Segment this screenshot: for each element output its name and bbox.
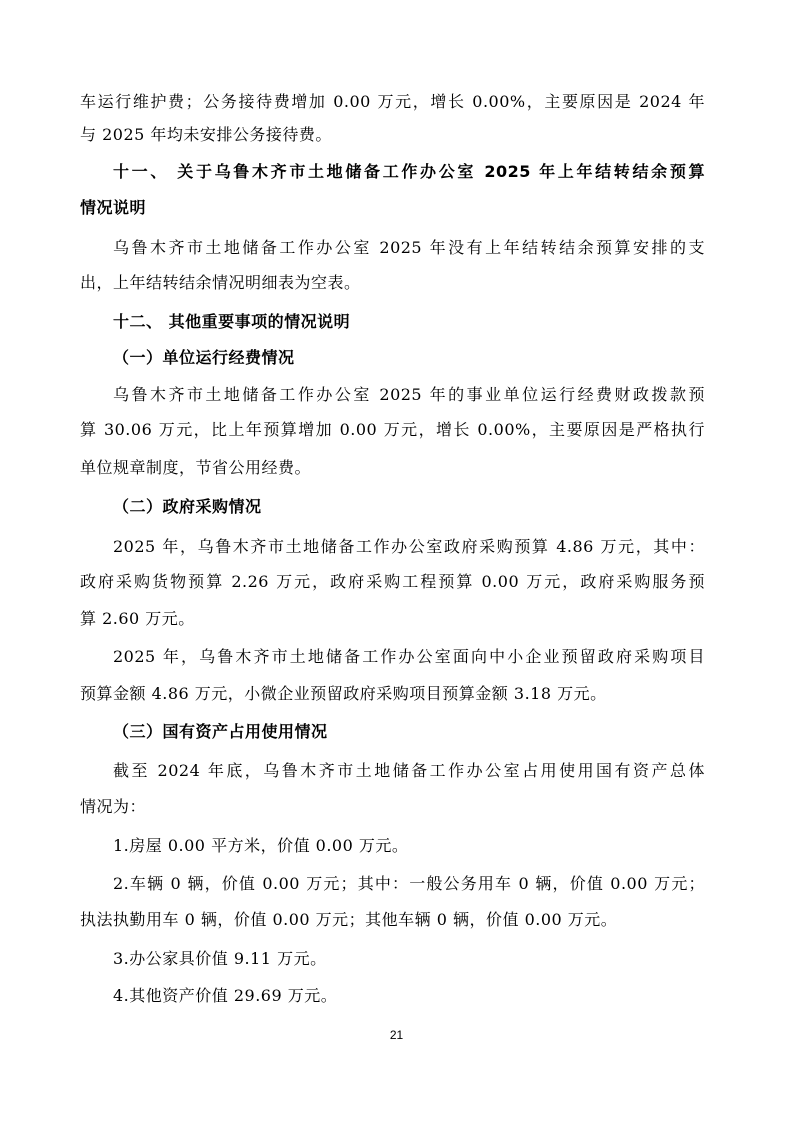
paragraph-line: 预算金额 4.86 万元，小微企业预留政府采购项目预算金额 3.18 万元。 (80, 684, 607, 703)
section-heading-12: 十二、 其他重要事项的情况说明 (113, 312, 351, 331)
list-item: 3.办公家具价值 9.11 万元。 (113, 949, 327, 968)
paragraph-line: 单位规章制度，节省公用经费。 (80, 458, 312, 477)
paragraph-line: 截至 2024 年底，乌鲁木齐市土地储备工作办公室占用使用国有资产总体 (113, 761, 705, 780)
section-heading-11: 十一、 关于乌鲁木齐市土地储备工作办公室 2025 年上年结转结余预算 (113, 162, 705, 181)
subsection-heading-1: （一）单位运行经费情况 (113, 348, 295, 367)
list-item-cont: 执法执勤用车 0 辆，价值 0.00 万元；其他车辆 0 辆，价值 0.00 万元。 (80, 910, 618, 929)
paragraph-line: 乌鲁木齐市土地储备工作办公室 2025 年的事业单位运行经费财政拨款预 (113, 385, 705, 404)
paragraph-line: 出，上年结转结余情况明细表为空表。 (80, 273, 361, 292)
subsection-heading-3: （三）国有资产占用使用情况 (113, 722, 328, 741)
list-item: 1.房屋 0.00 平方米，价值 0.00 万元。 (113, 836, 409, 855)
paragraph-line: 车运行维护费；公务接待费增加 0.00 万元，增长 0.00%，主要原因是 2024 年 (80, 92, 705, 111)
list-item: 4.其他资产价值 29.69 万元。 (113, 986, 338, 1005)
page-number: 21 (389, 1028, 404, 1042)
paragraph-line: 与 2025 年均未安排公务接待费。 (80, 125, 332, 144)
paragraph-line: 2025 年，乌鲁木齐市土地储备工作办公室面向中小企业预留政府采购项目 (113, 647, 705, 666)
paragraph-line: 情况为： (80, 797, 147, 816)
paragraph-line: 2025 年，乌鲁木齐市土地储备工作办公室政府采购预算 4.86 万元，其中： (113, 537, 705, 556)
paragraph-line: 政府采购货物预算 2.26 万元，政府采购工程预算 0.00 万元，政府采购服务预 (80, 572, 705, 591)
paragraph-line: 乌鲁木齐市土地储备工作办公室 2025 年没有上年结转结余预算安排的支 (113, 238, 705, 257)
paragraph-line: 算 30.06 万元，比上年预算增加 0.00 万元，增长 0.00%，主要原因是严格执行 (80, 420, 705, 439)
paragraph-line: 算 2.60 万元。 (80, 609, 195, 628)
subsection-heading-2: （二）政府采购情况 (113, 497, 262, 516)
section-heading-11-cont: 情况说明 (80, 198, 147, 217)
list-item: 2.车辆 0 辆，价值 0.00 万元；其中：一般公务用车 0 辆，价值 0.00 万元； (113, 874, 705, 893)
